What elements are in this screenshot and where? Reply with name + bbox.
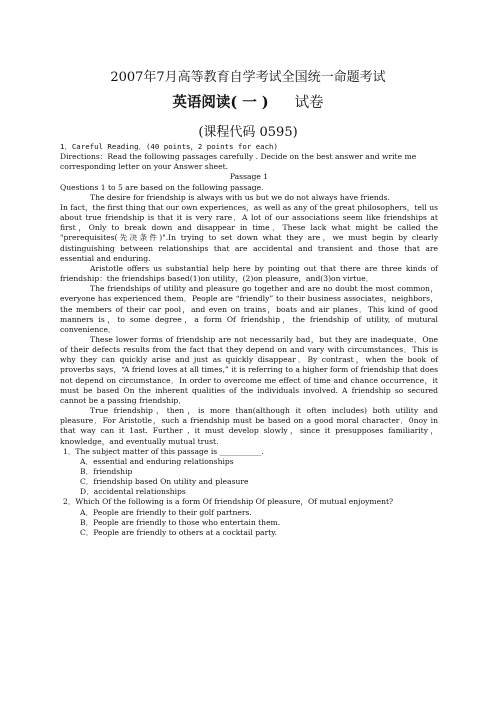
question-2-option-a: A．People are friendly to their golf partners. [80,507,252,517]
question-1-option-a: A．essential and enduring relationships [80,456,234,466]
document-body [60,142,438,538]
section-heading: 1．Careful Reading．(40 points，2 points for each) [60,142,278,151]
directions-line-2: corresponding letter on your Answer sheet. [60,162,229,172]
passage-paragraph-6: True friendship，then，is more than(although it often includes) both utility and pleasure．For Aristotle，such a friendship must be based on a good moral character．0noy in that way can it 1ast. Further , it must develop slowly，since it presupposes familiarity，knowledge，and eventually mutual trust. [60,406,438,446]
passage-paragraph-4: The friendships of utility and pleasure go together and are no doubt the most common，everyone has experienced them．People are “friendly” to their business associates，neighbors，the members of their car pool，and even on trains，boats and air planes．This kind of good manners is，to some degree，a form Of friendship，the friendship of utility, of mutural convenience． [60,284,438,334]
question-1-option-d: D．accidental relationships [80,487,186,497]
question-2-option-b: B．People are friendly to those who entertain them. [80,517,281,527]
question-1-option-c: C．friendship based On utility and pleasure [80,477,249,487]
questions-intro: Questions 1 to 5 are based on the following passage. [60,182,264,192]
paper-title-subject: 英语阅读( 一 ) [172,94,269,111]
question-2-stem: 2．Which Of the following is a form Of friendship Of pleasure，Of mutual enjoyment? [63,497,394,507]
passage-title: Passage 1 [229,172,269,182]
question-2-option-c: C．People are friendly to others at a cocktail party. [80,527,277,537]
passage-paragraph-5: These lower forms of friendship are not necessarily bad，but they are inadequate．One of their defects results from the fact that they depend on and vary with circumstances．This is why they can quickly arise and just as quickly disappear．By contrast，when the book of proverbs says，“A friend loves at all times,” it is referring to a higher form of friendship that does not depend on circumstance．In order to overcome me effect of time and chance occurrence，it must be based On the inherent qualities of the individuals involved. A friendship so secured cannot be a passing friendship． [60,334,438,405]
course-code: (课程代码 0595) [198,125,298,140]
passage-paragraph-2: In fact，the first thing that our own experiences，as well as any of the great philosophers，tell us about true friendship is that it is very rare．A lot of our associations seem like friendships at first，Only to break down and disappear in time．These lack what might be called the "prerequisites(先决条件)".In trying to set down what they are，we must begin by clearly distinguishing between relationships that are accidental and transient and those that are essential and enduring. [60,202,438,263]
question-1-stem: 1．The subject matter of this passage is ___________. [63,446,264,456]
paper-title [0,91,496,112]
passage-paragraph-1: The desire for friendship is always with us but we do not always have friends. [90,192,390,202]
question-1-option-b: B．friendship [80,467,133,476]
directions-line-1: Directions：Read the following passages carefully . Decide on the best answer and write me [60,152,417,162]
exam-title: 2007年7月高等教育自学考试全国统一命题考试 [110,70,386,85]
passage-paragraph-3: Aristotle offers us substantial help here by pointing out that there are three kinds of friendship：the friendships based(1)on utility，(2)on pleasure，and(3)on virtue． [60,263,438,284]
paper-title-suffix: 试卷 [294,95,324,111]
